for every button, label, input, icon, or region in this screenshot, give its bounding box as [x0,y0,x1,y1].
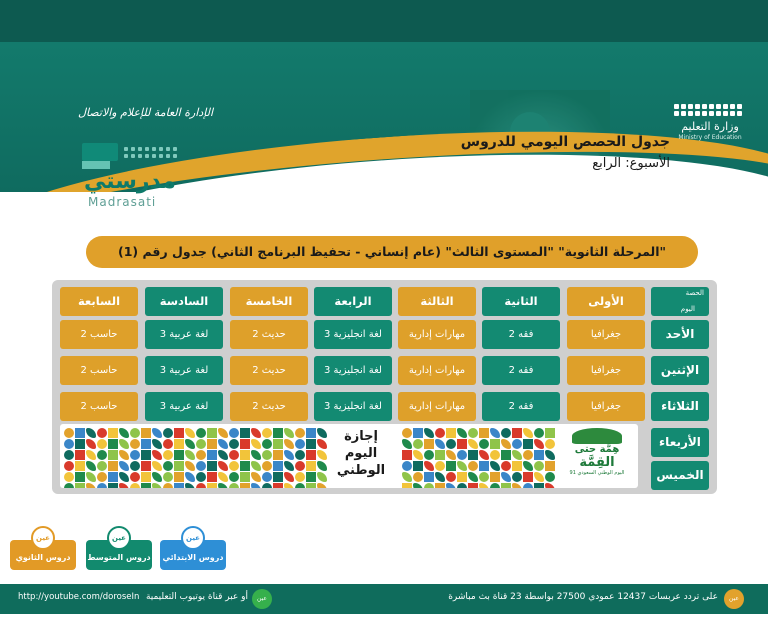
period-header: الثانية [482,287,560,316]
lesson-cell: حديث 2 [230,320,308,349]
period-header: السابعة [60,287,138,316]
madrasati-name-ar: مدرستي [84,169,176,194]
ein-badge: عين [181,526,205,550]
lesson-cell: مهارات إدارية [398,392,476,421]
national-day-holiday [60,424,638,488]
day-label: الأحد [651,320,709,349]
ministry-logo [670,104,750,141]
channel-secondary-button[interactable] [10,534,76,570]
lesson-cell: لغة عربية 3 [145,392,223,421]
lesson-cell: حاسب 2 [60,356,138,385]
lesson-cell: لغة انجليزية 3 [314,356,392,385]
channel-middle-button[interactable] [86,534,152,570]
madrasati-name-en: Madrasati [88,195,157,209]
lesson-cell: فقه 2 [482,320,560,349]
table-title-band: "المرحلة الثانوية" "المستوى الثالث" (عام إنساني - تحفيظ البرنامج الثاني) جدول رقم (1) [86,236,698,268]
ministry-name-en: Ministry of Education [678,134,742,141]
corner-session-label: الحصة [685,289,704,297]
pattern-left [64,428,320,484]
day-label: الخميس [651,461,709,490]
madrasati-logo [78,143,218,213]
period-header: الخامسة [230,287,308,316]
lesson-cell: جغرافيا [567,320,645,349]
ein-satellite-icon: عين [724,589,744,609]
channel-secondary-label: دروس الثانوي [15,553,71,562]
lesson-cell: مهارات إدارية [398,320,476,349]
pattern-right [402,428,554,484]
youtube-link[interactable]: http://youtube.com/doroseIn [18,592,140,602]
ein-badge: عين [31,526,55,550]
channel-primary-label: دروس الابتدائي [162,553,224,562]
department-name: الإدارة العامة للإعلام والاتصال [78,106,214,119]
lesson-cell: لغة عربية 3 [145,356,223,385]
bottom-strip [0,614,768,641]
lesson-cell: فقه 2 [482,392,560,421]
schedule-title: جدول الحصص اليومي للدروس [460,134,670,150]
lesson-cell: حاسب 2 [60,320,138,349]
lesson-cell: مهارات إدارية [398,356,476,385]
day-label: الإثنين [651,356,709,385]
lesson-cell: فقه 2 [482,356,560,385]
lesson-cell: جغرافيا [567,392,645,421]
national-day-logo: هِمَّة حتى القِمَّة اليوم الوطني السعودي 91 [558,428,636,484]
lesson-cell: حاسب 2 [60,392,138,421]
lesson-cell: لغة انجليزية 3 [314,320,392,349]
channel-primary-button[interactable] [160,534,226,570]
day-label: الثلاثاء [651,392,709,421]
period-header: الرابعة [314,287,392,316]
lesson-cell: حديث 2 [230,356,308,385]
lesson-cell: حديث 2 [230,392,308,421]
table-corner [651,287,709,316]
top-bar [0,0,768,42]
footer-bar [0,584,768,614]
lesson-cell: لغة انجليزية 3 [314,392,392,421]
day-label: الأربعاء [651,428,709,457]
lesson-cell: جغرافيا [567,356,645,385]
channel-middle-label: دروس المتوسط [87,553,151,562]
ministry-name-ar: وزارة التعليم [681,120,739,133]
week-label: الأسبوع: الرابع [592,156,670,171]
period-header: الثالثة [398,287,476,316]
period-header: السادسة [145,287,223,316]
ein-youtube-icon: عين [252,589,272,609]
youtube-label: أو عبر قناة يوتيوب التعليمية [145,592,248,602]
holiday-text: إجازة اليوم الوطني [336,429,386,478]
ein-badge: عين [107,526,131,550]
corner-day-label: اليوم [680,305,695,313]
period-header: الأولى [567,287,645,316]
lesson-cell: لغة عربية 3 [145,320,223,349]
satellite-info: على تردد عربسات 12437 عمودي 27500 بواسطة 23 قناة بث مباشرة [448,592,718,602]
